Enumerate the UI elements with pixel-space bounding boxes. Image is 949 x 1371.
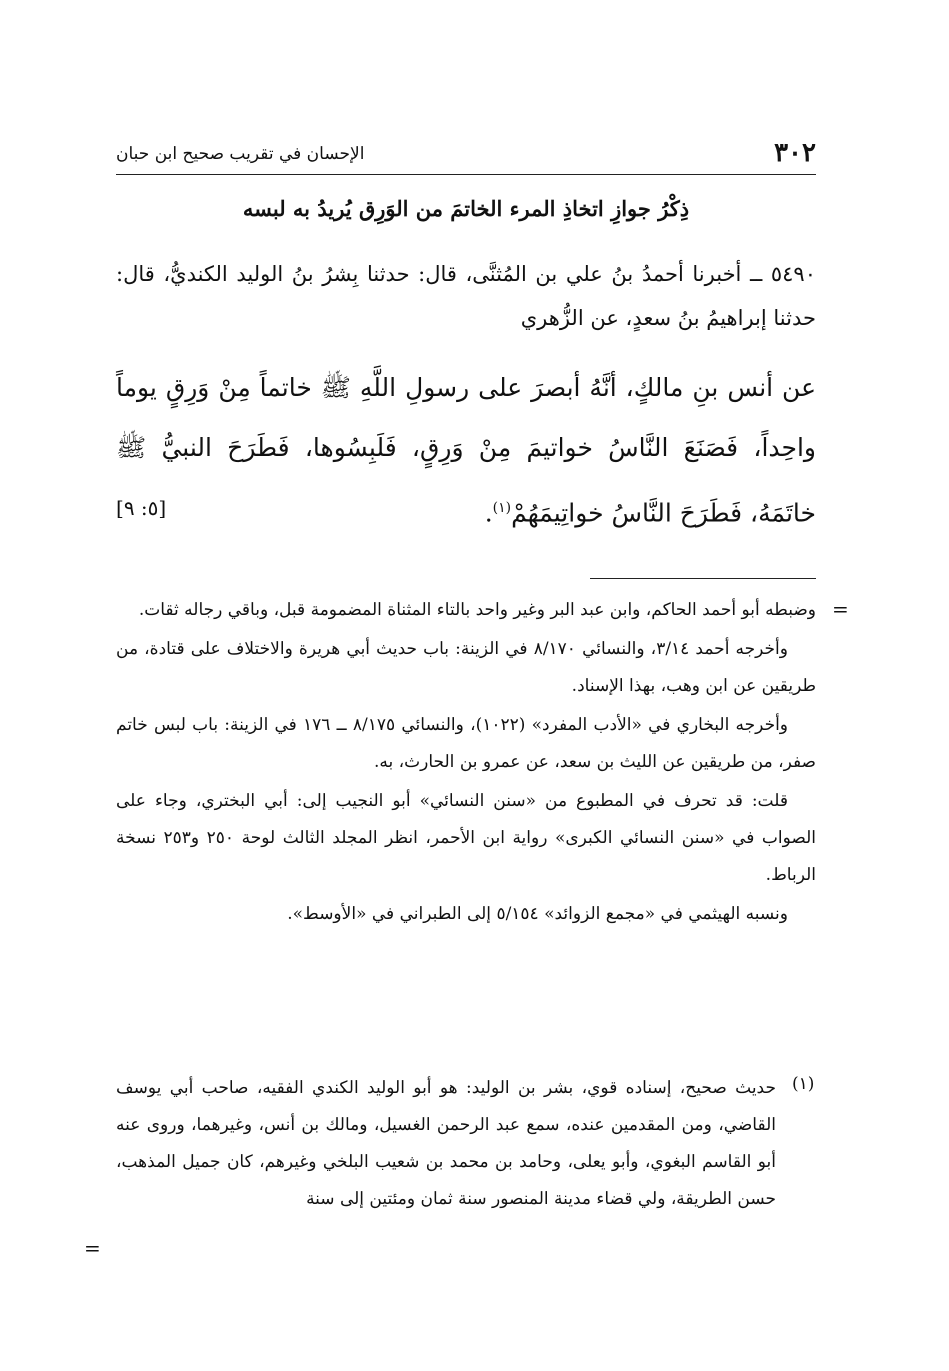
footnote-paragraph: قلت: قد تحرف في المطبوع من «سنن النسائي» أبو النجيب إلى: أبي البختري، وجاء على الصواب في «سنن النسائي الكبرى» رواية ابن الأحمر، انظر المجلد الثالث لوحة ٢٥٠ و٢٥٣ نسخة الرباط. xyxy=(116,791,816,885)
footnote-divider xyxy=(590,578,816,579)
footnote-reference: (١) xyxy=(492,500,512,516)
matn-paragraph xyxy=(116,358,816,543)
footnotes-continued xyxy=(116,592,816,935)
footnote-number: (١) xyxy=(792,1074,815,1094)
matn-text: عن أنس بنِ مالكٍ، أنَّهُ أبصرَ على رسولِ اللَّهِ ﷺ خاتماً مِنْ وَرِقٍ يوماً واحِداً، فَصَنَعَ النَّاسُ خواتيمَ مِنْ وَرِقٍ، فَلَبِسُوها، فَطَرَحَ النبيُّ ﷺ خاتَمَهُ، فَطَرَحَ النَّاسُ خواتِيمَهُمْ xyxy=(116,373,816,528)
matn-end-mark: . xyxy=(484,498,493,528)
hadith-isnad xyxy=(116,252,816,340)
hadith-matn xyxy=(116,358,816,543)
continues-next-page-mark: = xyxy=(84,1236,101,1260)
continued-from-previous-mark: = xyxy=(832,597,849,621)
footnote-paragraph: وضبطه أبو أحمد الحاكم، وابن عبد البر وغير واحد بالتاء المثناة المضمومة قبل، وباقي رجاله ثقات. xyxy=(138,600,816,620)
isnad-text: ٥٤٩٠ ــ أخبرنا أحمدُ بنُ علي بن المُثنَّى، قال: حدثنا بِشرُ بنُ الوليد الكنديُّ، قال: حدثنا إبراهيمُ بنُ سعدٍ، عن الزُّهري xyxy=(116,262,816,330)
page-header xyxy=(116,138,816,175)
footnote-1 xyxy=(116,1070,776,1218)
footnote-paragraph: وأخرجه البخاري في «الأدب المفرد» (١٠٢٢)، والنسائي ٨/١٧٥ ــ ١٧٦ في الزينة: باب لبس خاتم صفر، من طريقين عن الليث بن سعد، عن عمرو بن الحارث، به. xyxy=(116,715,816,772)
running-title: الإحسان في تقريب صحيح ابن حبان xyxy=(116,144,365,164)
chapter-heading: ذِكْرُ جوازِ اتخاذِ المرء الخاتمَ من الوَرِق يُريدُ به لبسه xyxy=(242,196,690,221)
hadith-reference: [٥: ٩] xyxy=(116,496,167,520)
page-number: ٣٠٢ xyxy=(774,138,816,168)
footnote-paragraph: ونسبه الهيثمي في «مجمع الزوائد» ٥/١٥٤ إلى الطبراني في «الأوسط». xyxy=(287,904,788,924)
footnote-1-text: حديث صحيح، إسناده قوي، بشر بن الوليد: هو أبو الوليد الكندي الفقيه، صاحب أبي يوسف القاضي، ومن المقدمين عنده، سمع عبد الرحمن الغسيل، ومالك بن أنس، وغيرهما، وروى عنه أبو القاسم البغوي، وأبو يعلى، وحامد بن محمد بن شعيب البلخي وغيرهم، كان جميل المذهب، حسن الطريقة، ولي قضاء مدينة المنصور سنة ثمان ومئتين إلى سنة xyxy=(116,1078,776,1209)
footnote-paragraph: وأخرجه أحمد ٣/١٤، والنسائي ٨/١٧٠ في الزينة: باب حديث أبي هريرة والاختلاف على قتادة، من طريقين عن ابن وهب، بهذا الإسناد. xyxy=(116,639,816,696)
